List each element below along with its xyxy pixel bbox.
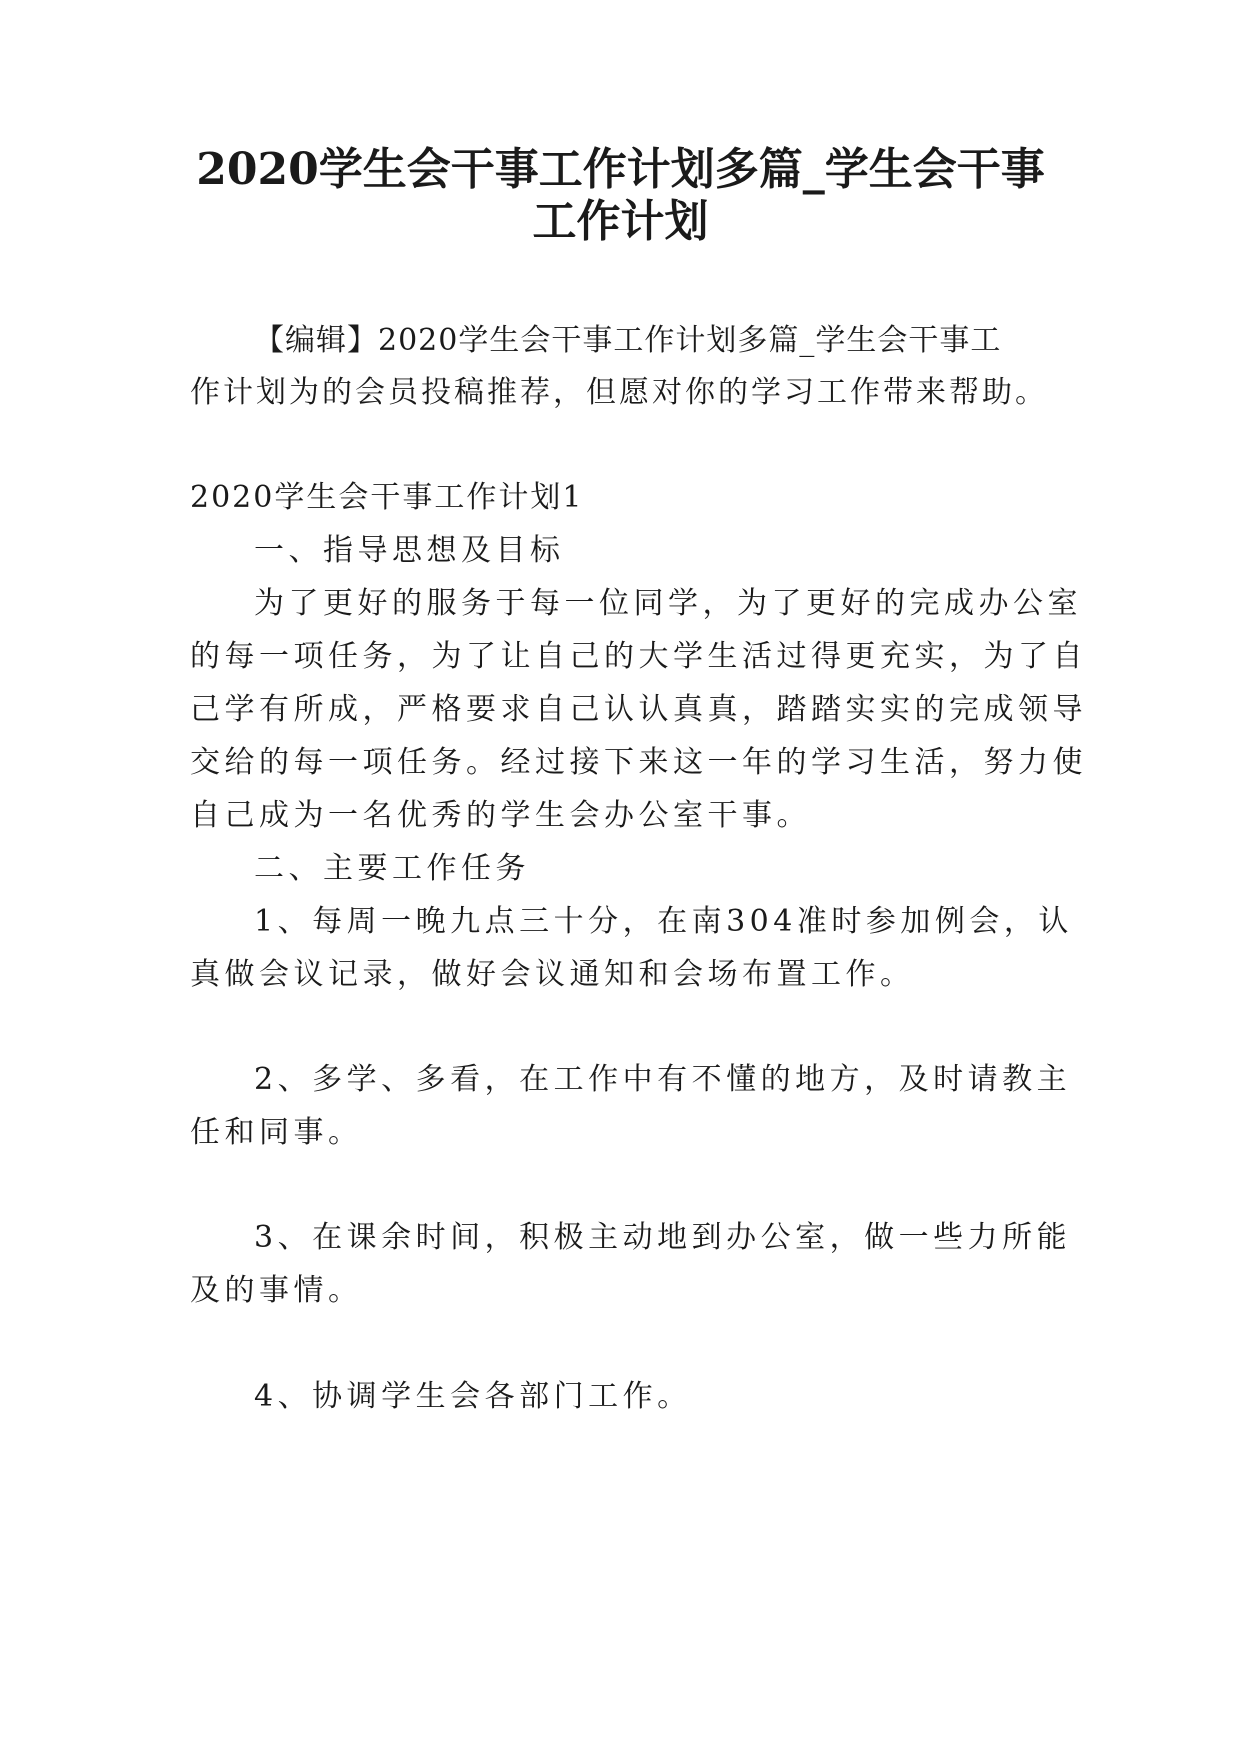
item3-line-2: 及的事情。 bbox=[190, 1273, 363, 1308]
item2-line-1: 2、多学、多看，在工作中有不懂的地方，及时请教主 bbox=[254, 1062, 1072, 1097]
intro-line-1: 【编辑】2020学生会干事工作计划多篇_学生会干事工 bbox=[254, 323, 1002, 358]
item1-line-2: 真做会议记录，做好会议通知和会场布置工作。 bbox=[190, 957, 915, 992]
intro-line-2: 作计划为的会员投稿推荐，但愿对你的学习工作带来帮助。 bbox=[190, 375, 1048, 410]
heading-main-tasks: 二、主要工作任务 bbox=[254, 851, 530, 886]
para1-line-1: 为了更好的服务于每一位同学，为了更好的完成办公室 bbox=[254, 586, 1082, 621]
section-heading: 2020学生会干事工作计划1 bbox=[190, 480, 584, 515]
item1-line-1: 1、每周一晚九点三十分，在南304准时参加例会，认 bbox=[254, 904, 1073, 939]
heading-guiding-ideas: 一、指导思想及目标 bbox=[254, 533, 565, 568]
para1-line-3: 己学有所成，严格要求自己认认真真，踏踏实实的完成领导 bbox=[190, 692, 1087, 727]
para1-line-4: 交给的每一项任务。经过接下来这一年的学习生活，努力使 bbox=[190, 745, 1087, 780]
item3-line-1: 3、在课余时间，积极主动地到办公室，做一些力所能 bbox=[254, 1220, 1072, 1255]
item2-line-2: 任和同事。 bbox=[190, 1115, 363, 1150]
document-title-line-1: 2020学生会干事工作计划多篇_学生会干事 bbox=[196, 144, 1045, 195]
item4-line-1: 4、协调学生会各部门工作。 bbox=[254, 1379, 692, 1414]
document-title-line-2: 工作计划 bbox=[532, 196, 709, 247]
para1-line-5: 自己成为一名优秀的学生会办公室干事。 bbox=[190, 798, 811, 833]
para1-line-2: 的每一项任务，为了让自己的大学生活过得更充实，为了自 bbox=[190, 639, 1087, 674]
